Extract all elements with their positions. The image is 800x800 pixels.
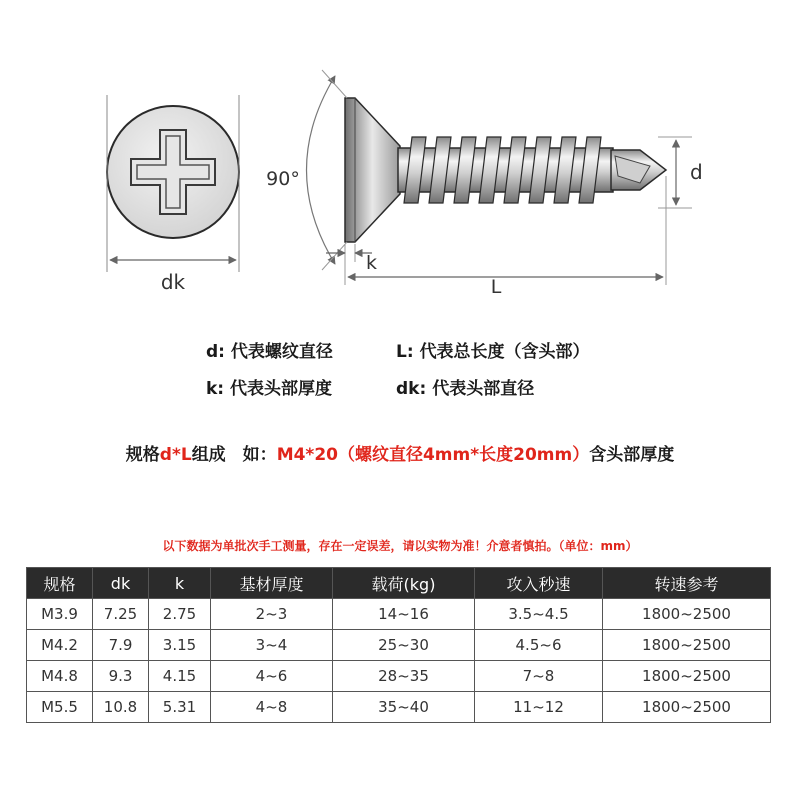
k-label: k [366,252,378,274]
table-row [27,630,771,661]
table-cell: 5.31 [149,692,211,723]
spec-example: M4*20（螺纹直径4mm*长度20mm） [276,445,590,465]
screw-side-view [345,98,666,242]
table-cell: 1800~2500 [603,661,771,692]
screw-diagram [0,0,800,330]
legend-dk-text: 代表头部直径 [432,379,535,399]
col-header-drill-speed: 攻入秒速 [475,568,603,599]
spec-note: 含头部厚度 [589,445,675,465]
col-header-k: k [149,568,211,599]
legend-dk [396,374,534,399]
table-row [27,692,771,723]
legend-d-text: 代表螺纹直径 [230,342,333,362]
table-cell: 28~35 [333,661,475,692]
legend-d-key: d: [206,342,225,362]
table-cell: 7.9 [93,630,149,661]
table-cell: M4.2 [27,630,93,661]
table-row [27,661,771,692]
measurement-notice: 以下数据为单批次手工测量，存在一定误差，请以实物为准！介意者慎拍。（单位：mm） [162,539,638,553]
table-cell: 11~12 [475,692,603,723]
table-cell: 4.5~6 [475,630,603,661]
table-cell: 3.5~4.5 [475,599,603,630]
table-cell: 9.3 [93,661,149,692]
table-cell: 1800~2500 [603,599,771,630]
table-cell: M3.9 [27,599,93,630]
table-cell: 3.15 [149,630,211,661]
spec-prefix: 规格 [125,445,160,465]
spec-formula-line [0,440,800,465]
spec-table [26,567,771,723]
spec-suffix: 组成 如： [191,445,277,465]
legend-k-key: k: [206,379,225,399]
table-cell: 3~4 [211,630,333,661]
table-cell: 4~8 [211,692,333,723]
legend-k-text: 代表头部厚度 [230,379,333,399]
table-cell: 35~40 [333,692,475,723]
legend-L [396,337,590,362]
table-cell: M4.8 [27,661,93,692]
table-cell: 1800~2500 [603,630,771,661]
legend-k [206,374,332,399]
legend-L-key: L: [396,342,414,362]
table-cell: 4~6 [211,661,333,692]
legend-d [206,337,333,362]
d-label: d [690,160,703,184]
table-cell: 2.75 [149,599,211,630]
table-cell: 1800~2500 [603,692,771,723]
col-header-material-thickness: 基材厚度 [211,568,333,599]
legend-L-text: 代表总长度（含头部） [419,342,590,362]
table-cell: 7.25 [93,599,149,630]
angle-arc [307,76,336,264]
table-cell: 7~8 [475,661,603,692]
col-header-dk: dk [93,568,149,599]
table-cell: 14~16 [333,599,475,630]
col-header-load: 载荷(kg) [333,568,475,599]
table-row [27,599,771,630]
col-header-rpm: 转速参考 [603,568,771,599]
dk-label: dk [160,270,186,294]
screw-head-top-view [107,95,239,272]
table-cell: 4.15 [149,661,211,692]
col-header-size: 规格 [27,568,93,599]
table-cell: 25~30 [333,630,475,661]
spec-formula: d*L [159,445,192,465]
table-header-row [27,568,771,599]
table-cell: 2~3 [211,599,333,630]
legend-dk-key: dk: [396,379,427,399]
table-cell: 10.8 [93,692,149,723]
table-cell: M5.5 [27,692,93,723]
angle-label: 90° [266,168,300,190]
L-label: L [490,276,502,298]
